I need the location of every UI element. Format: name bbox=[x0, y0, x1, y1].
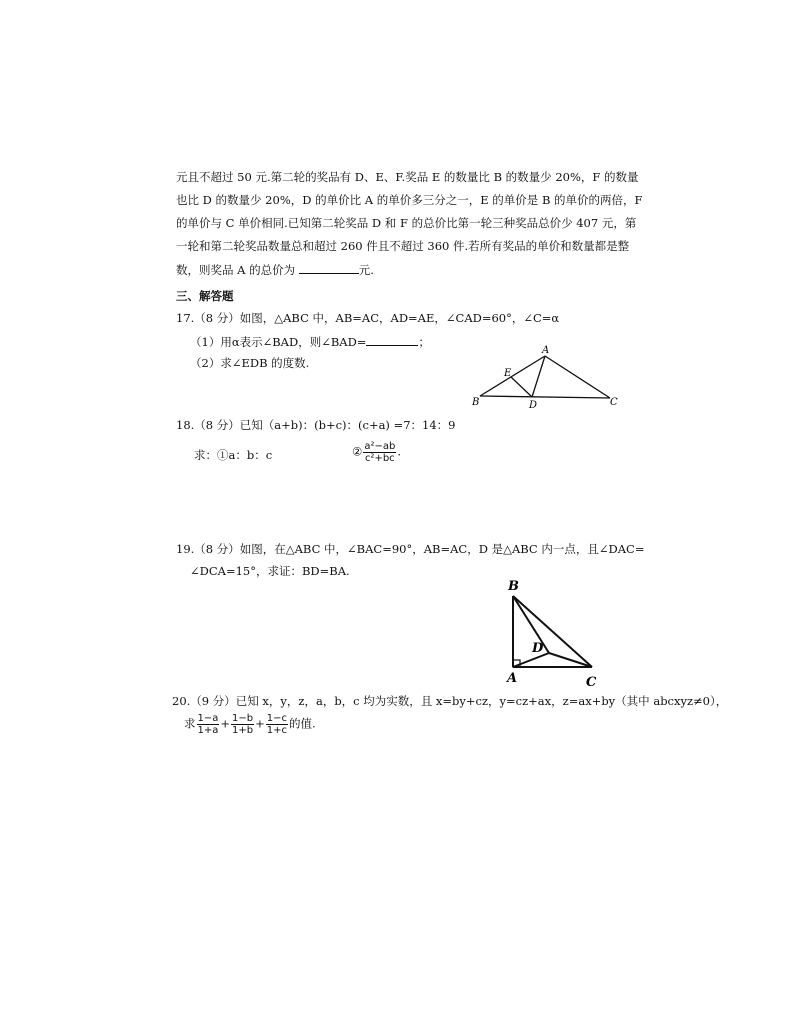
q17-part-2: （2）求∠EDB 的度数. bbox=[190, 356, 310, 370]
q19-line-2: ∠DCA=15°，求证：BD=BA. bbox=[190, 564, 350, 578]
right-angle-mark bbox=[513, 660, 520, 667]
prev-problem-last-suffix: 元. bbox=[358, 263, 374, 277]
q20-fraction-a-denominator: 1+a bbox=[197, 725, 219, 736]
q20-line-1: 20.（9 分）已知 x，y，z，a，b，c 均为实数，且 x=by+cz，y=cz+ax，z=ax+by（其中 abcxyz≠0）， bbox=[172, 694, 728, 708]
q20-fraction-c-denominator: 1+c bbox=[266, 725, 287, 736]
q17-answer-blank bbox=[366, 334, 418, 346]
q17-label-b: B bbox=[472, 397, 480, 408]
answer-blank bbox=[299, 262, 359, 274]
q17-label-a: A bbox=[542, 345, 550, 356]
q20-fraction-b bbox=[231, 713, 254, 736]
q20-fraction-b-denominator: 1+b bbox=[232, 725, 254, 736]
q20-line-2 bbox=[184, 713, 316, 736]
q20-prefix: 求 bbox=[184, 716, 196, 731]
prev-problem-line-3: 的单价与 C 单价相同.已知第二轮奖品 D 和 F 的总价比第一轮三种奖品总价少 407 元，第 bbox=[176, 216, 637, 230]
q17-line-1: 17.（8 分）如图，△ABC 中，AB=AC，AD=AE，∠CAD=60°，∠C=α bbox=[176, 311, 560, 325]
prev-problem-line-1: 元且不超过 50 元.第二轮的奖品有 D、E、F.奖品 E 的数量比 B 的数量少 20%，F 的数量 bbox=[176, 170, 639, 184]
q17-label-e: E bbox=[504, 368, 512, 379]
q18-fraction bbox=[363, 441, 396, 464]
section-title: 三、解答题 bbox=[176, 289, 234, 303]
q20-suffix: 的值. bbox=[289, 716, 316, 731]
q20-plus-2: + bbox=[255, 716, 265, 731]
q20-fraction-c bbox=[266, 713, 288, 736]
prev-problem-last-prefix: 数，则奖品 A 的总价为 bbox=[176, 263, 299, 277]
q17-part-1-suffix: ； bbox=[418, 335, 430, 349]
q17-label-d: D bbox=[529, 400, 538, 411]
q18-part-1: 求：①a：b：c bbox=[194, 448, 273, 462]
q19-line-1: 19.（8 分）如图，在△ABC 中，∠BAC=90°，AB=AC，D 是△ABC 内一点，且∠DAC= bbox=[176, 542, 645, 556]
q17-label-c: C bbox=[610, 397, 618, 408]
prev-problem-line-4: 一轮和第二轮奖品数量总和超过 260 件且不超过 360 件.若所有奖品的单价和数量都是整 bbox=[176, 239, 630, 253]
q19-label-a: A bbox=[507, 671, 518, 686]
q18-part-2-suffix: . bbox=[397, 444, 401, 459]
q19-label-d: D bbox=[532, 641, 544, 656]
prev-problem-line-2: 也比 D 的数量少 20%，D 的单价比 A 的单价多三分之一，E 的单价是 B 的单价的两倍，F bbox=[176, 193, 643, 207]
q20-fraction-c-numerator: 1−c bbox=[266, 713, 287, 724]
q18-fraction-denominator: c²+bc bbox=[364, 453, 395, 464]
q19-label-c: C bbox=[586, 675, 597, 690]
q20-plus-1: + bbox=[220, 716, 231, 731]
q18-fraction-numerator: a²−ab bbox=[364, 441, 396, 452]
q19-label-b: B bbox=[508, 579, 519, 594]
q18-part-2-prefix: ② bbox=[352, 444, 363, 459]
q17-part-1 bbox=[190, 334, 430, 349]
q17-part-1-prefix: （1）用α表示∠BAD，则∠BAD= bbox=[190, 335, 367, 349]
q20-fraction-a-numerator: 1−a bbox=[197, 713, 219, 724]
q18-part-2 bbox=[352, 441, 401, 464]
q20-fraction-a bbox=[197, 713, 220, 736]
prev-problem-line-5 bbox=[176, 262, 374, 277]
q18-line-1: 18.（8 分）已知（a+b)：(b+c)：(c+a) =7：14：9 bbox=[176, 418, 456, 432]
q20-fraction-b-numerator: 1−b bbox=[232, 713, 254, 724]
